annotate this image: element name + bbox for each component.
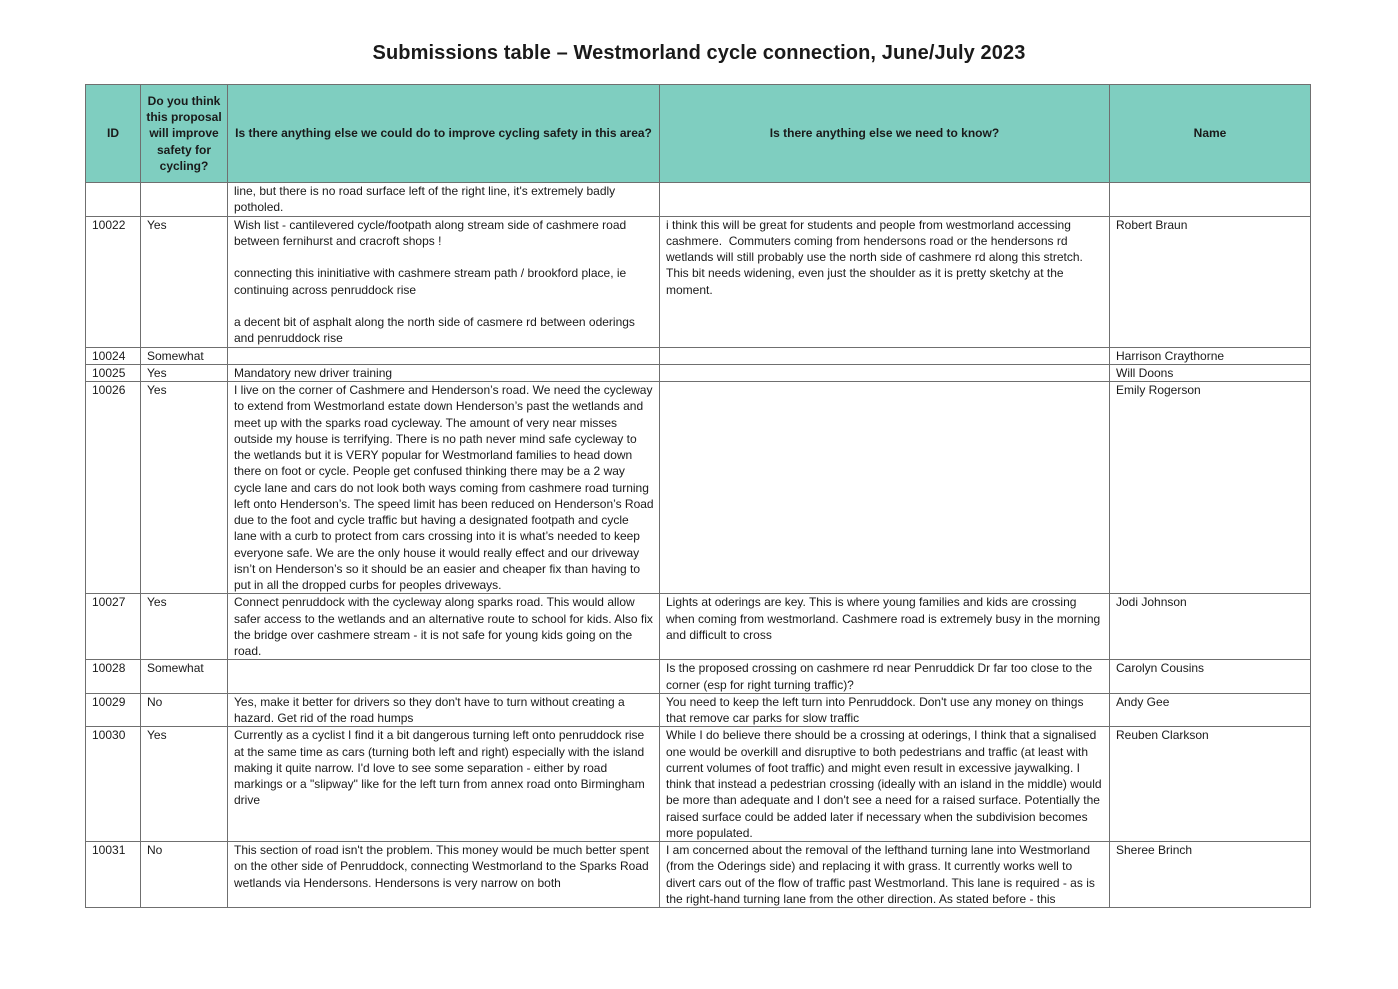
cell-need-to-know: Lights at oderings are key. This is where young families and kids are crossing when coming from westmorland. Cashmere road is extremely busy in the morning and difficult to cross [660, 594, 1110, 660]
cell-id: 10028 [86, 660, 141, 694]
column-header-id: ID [86, 85, 141, 183]
column-header-improve-cycling: Is there anything else we could do to improve cycling safety in this area? [228, 85, 660, 183]
cell-need-to-know: You need to keep the left turn into Penruddock. Don't use any money on things that remove car parks for slow traffic [660, 693, 1110, 727]
cell-need-to-know [660, 364, 1110, 381]
cell-name: Reuben Clarkson [1110, 727, 1311, 842]
column-header-name: Name [1110, 85, 1311, 183]
table-row [86, 594, 1311, 660]
cell-name: Jodi Johnson [1110, 594, 1311, 660]
cell-name: Carolyn Cousins [1110, 660, 1311, 694]
cell-name [1110, 183, 1311, 217]
cell-id: 10026 [86, 382, 141, 594]
cell-need-to-know [660, 183, 1110, 217]
cell-id: 10030 [86, 727, 141, 842]
cell-id: 10029 [86, 693, 141, 727]
cell-id: 10025 [86, 364, 141, 381]
table-row [86, 183, 1311, 217]
cell-id: 10024 [86, 347, 141, 364]
cell-need-to-know [660, 382, 1110, 594]
cell-need-to-know: I am concerned about the removal of the lefthand turning lane into Westmorland (from the Oderings side) and replacing it with grass. It currently works well to divert cars out of the flow of traffic past Westmorland. This lane is required - as is the right-hand turning lane from the other direction. As stated before - this [660, 842, 1110, 908]
cell-improve [141, 183, 228, 217]
cell-id: 10022 [86, 216, 141, 347]
cell-improve: Yes [141, 727, 228, 842]
table-row [86, 727, 1311, 842]
column-header-need-to-know: Is there anything else we need to know? [660, 85, 1110, 183]
cell-improve-cycling [228, 660, 660, 694]
cell-improve: Yes [141, 216, 228, 347]
cell-improve: No [141, 842, 228, 908]
cell-need-to-know: i think this will be great for students and people from westmorland accessing cashmere. Commuters coming from hendersons road or the hendersons rd wetlands will still probably use the north side of cashmere rd along this stretch. This bit needs widening, even just the shoulder as it is pretty sketchy at the moment. [660, 216, 1110, 347]
cell-id: 10031 [86, 842, 141, 908]
cell-name: Robert Braun [1110, 216, 1311, 347]
cell-improve-cycling [228, 347, 660, 364]
cell-improve-cycling: Currently as a cyclist I find it a bit dangerous turning left onto penruddock rise at the same time as cars (turning both left and right) especially with the island making it quite narrow. I'd love to see some separation - either by road markings or a "slipway" like for the left turn from annex road onto Birmingham drive [228, 727, 660, 842]
cell-improve: Yes [141, 594, 228, 660]
cell-name: Harrison Craythorne [1110, 347, 1311, 364]
cell-need-to-know: While I do believe there should be a crossing at oderings, I think that a signalised one would be overkill and disruptive to both pedestrians and traffic (at least with current volumes of foot traffic) and might even result in excessive jaywalking. I think that instead a pedestrian crossing (ideally with an island in the middle) would be more than adequate and I don't see a need for a raised surface. Potentially the raised surface could be added later if necessary when the subdivision becomes more populated. [660, 727, 1110, 842]
cell-improve-cycling: I live on the corner of Cashmere and Henderson’s road. We need the cycleway to extend from Westmorland estate down Henderson’s past the wetlands and meet up with the sparks road cycleway. The amount of very near misses outside my house is terrifying. There is no path never mind safe cycleway to the wetlands but it is VERY popular for Westmorland families to head down there on foot or cycle. People get confused thinking there may be a 2 way cycle lane and cars do not look both ways coming from cashmere road turning left onto Henderson’s. The speed limit has been reduced on Henderson’s Road due to the foot and cycle traffic but having a designated footpath and cycle lane with a curb to protect from cars crossing into it is what’s needed to keep everyone safe. We are the only house it would really effect and our driveway isn’t on Henderson’s so it should be an easier and cheaper fix than having to put in all the dropped curbs for peoples driveways. [228, 382, 660, 594]
table-row [86, 347, 1311, 364]
page-title: Submissions table – Westmorland cycle connection, June/July 2023 [372, 42, 1026, 64]
column-header-improve-safety: Do you think this proposal will improve safety for cycling? [141, 85, 228, 183]
cell-improve-cycling: Wish list - cantilevered cycle/footpath along stream side of cashmere road between fernihurst and cracroft shops ! connecting this ininitiative with cashmere stream path / brookford place, ie continuing across penruddock rise a decent bit of asphalt along the north side of casmere rd between oderings and penruddock rise [228, 216, 660, 347]
table-row [86, 364, 1311, 381]
cell-improve: Somewhat [141, 660, 228, 694]
cell-improve-cycling: Yes, make it better for drivers so they don't have to turn without creating a hazard. Get rid of the road humps [228, 693, 660, 727]
cell-improve-cycling: Connect penruddock with the cycleway along sparks road. This would allow safer access to the wetlands and an alternative route to school for kids. Also fix the bridge over cashmere stream - it is not safe for young kids going on the road. [228, 594, 660, 660]
cell-improve: Yes [141, 364, 228, 381]
cell-improve: Somewhat [141, 347, 228, 364]
cell-improve-cycling: This section of road isn't the problem. This money would be much better spent on the other side of Penruddock, connecting Westmorland to the Sparks Road wetlands via Hendersons. Hendersons is very narrow on both [228, 842, 660, 908]
table-row [86, 216, 1311, 347]
cell-name: Andy Gee [1110, 693, 1311, 727]
cell-name: Will Doons [1110, 364, 1311, 381]
table-header-row [86, 85, 1311, 183]
submissions-table [85, 84, 1311, 908]
table-row [86, 693, 1311, 727]
cell-need-to-know [660, 347, 1110, 364]
cell-id [86, 183, 141, 217]
cell-id: 10027 [86, 594, 141, 660]
cell-improve: No [141, 693, 228, 727]
cell-need-to-know: Is the proposed crossing on cashmere rd near Penruddick Dr far too close to the corner (esp for right turning traffic)? [660, 660, 1110, 694]
table-row [86, 660, 1311, 694]
table-row [86, 842, 1311, 908]
cell-improve-cycling: Mandatory new driver training [228, 364, 660, 381]
cell-improve-cycling: line, but there is no road surface left of the right line, it's extremely badly potholed. [228, 183, 660, 217]
cell-name: Sheree Brinch [1110, 842, 1311, 908]
table-row [86, 382, 1311, 594]
cell-name: Emily Rogerson [1110, 382, 1311, 594]
cell-improve: Yes [141, 382, 228, 594]
